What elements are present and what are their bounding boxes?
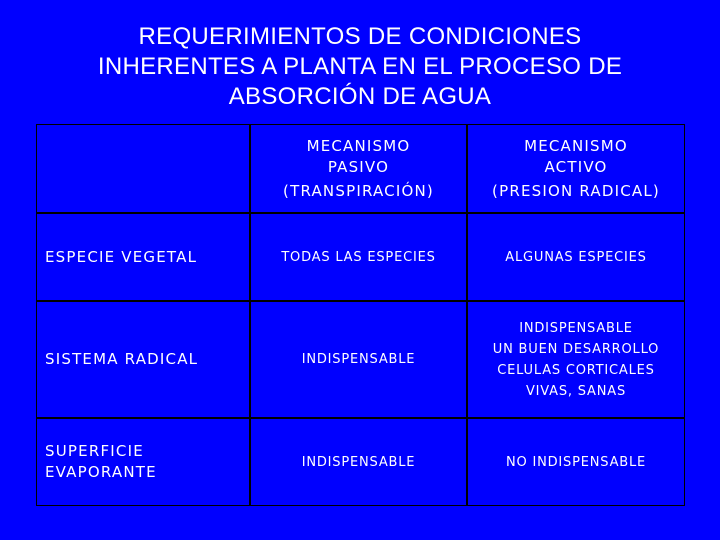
cell-text: NO INDISPENSABLE xyxy=(505,454,647,470)
cell-especie-pasivo xyxy=(251,214,466,300)
cell-text: INDISPENSABLE xyxy=(301,454,416,470)
cell-text: ALGUNAS ESPECIES xyxy=(505,249,647,265)
header-activo-line-2: ACTIVO xyxy=(544,157,608,176)
title-line-1: REQUERIMIENTOS DE CONDICIONES xyxy=(138,23,582,50)
cell-sistema-pasivo xyxy=(251,302,466,417)
cell-text-line-1: INDISPENSABLE xyxy=(519,320,633,336)
cell-superficie-activo xyxy=(468,419,684,505)
header-activo-line-3: (PRESION RADICAL) xyxy=(492,181,660,200)
header-activo-line-1: MECANISMO xyxy=(524,136,628,155)
page-title xyxy=(0,22,720,112)
header-mecanismo-pasivo xyxy=(251,125,466,212)
requirements-table xyxy=(36,124,685,506)
header-pasivo-line-2: PASIVO xyxy=(327,157,390,176)
header-mecanismo-activo xyxy=(468,125,684,212)
cell-text: TODAS LAS ESPECIES xyxy=(281,249,436,265)
row-label-especie-vegetal xyxy=(37,214,249,300)
header-pasivo-line-1: MECANISMO xyxy=(306,136,411,155)
row-label-line: ESPECIE VEGETAL xyxy=(45,247,198,266)
row-label-line-2: EVAPORANTE xyxy=(45,463,157,481)
cell-text: INDISPENSABLE xyxy=(301,352,416,367)
cell-especie-activo xyxy=(468,214,684,300)
cell-text-line-2: UN BUEN DESARROLLO xyxy=(492,341,660,357)
title-line-3: ABSORCIÓN DE AGUA xyxy=(228,83,492,110)
cell-text-line-4: VIVAS, SANAS xyxy=(525,383,627,399)
cell-text-line-3: CELULAS CORTICALES xyxy=(497,362,655,378)
row-label-line: SISTEMA RADICAL xyxy=(45,350,199,368)
cell-sistema-activo xyxy=(468,302,684,417)
title-line-2: INHERENTES A PLANTA EN EL PROCESO DE xyxy=(97,53,623,80)
row-label-superficie-evaporante xyxy=(37,419,249,505)
cell-superficie-pasivo xyxy=(251,419,466,505)
row-label-sistema-radical xyxy=(37,302,249,417)
header-pasivo-line-3: (TRANSPIRACIÓN) xyxy=(283,181,434,200)
row-label-line-1: SUPERFICIE xyxy=(45,442,144,460)
